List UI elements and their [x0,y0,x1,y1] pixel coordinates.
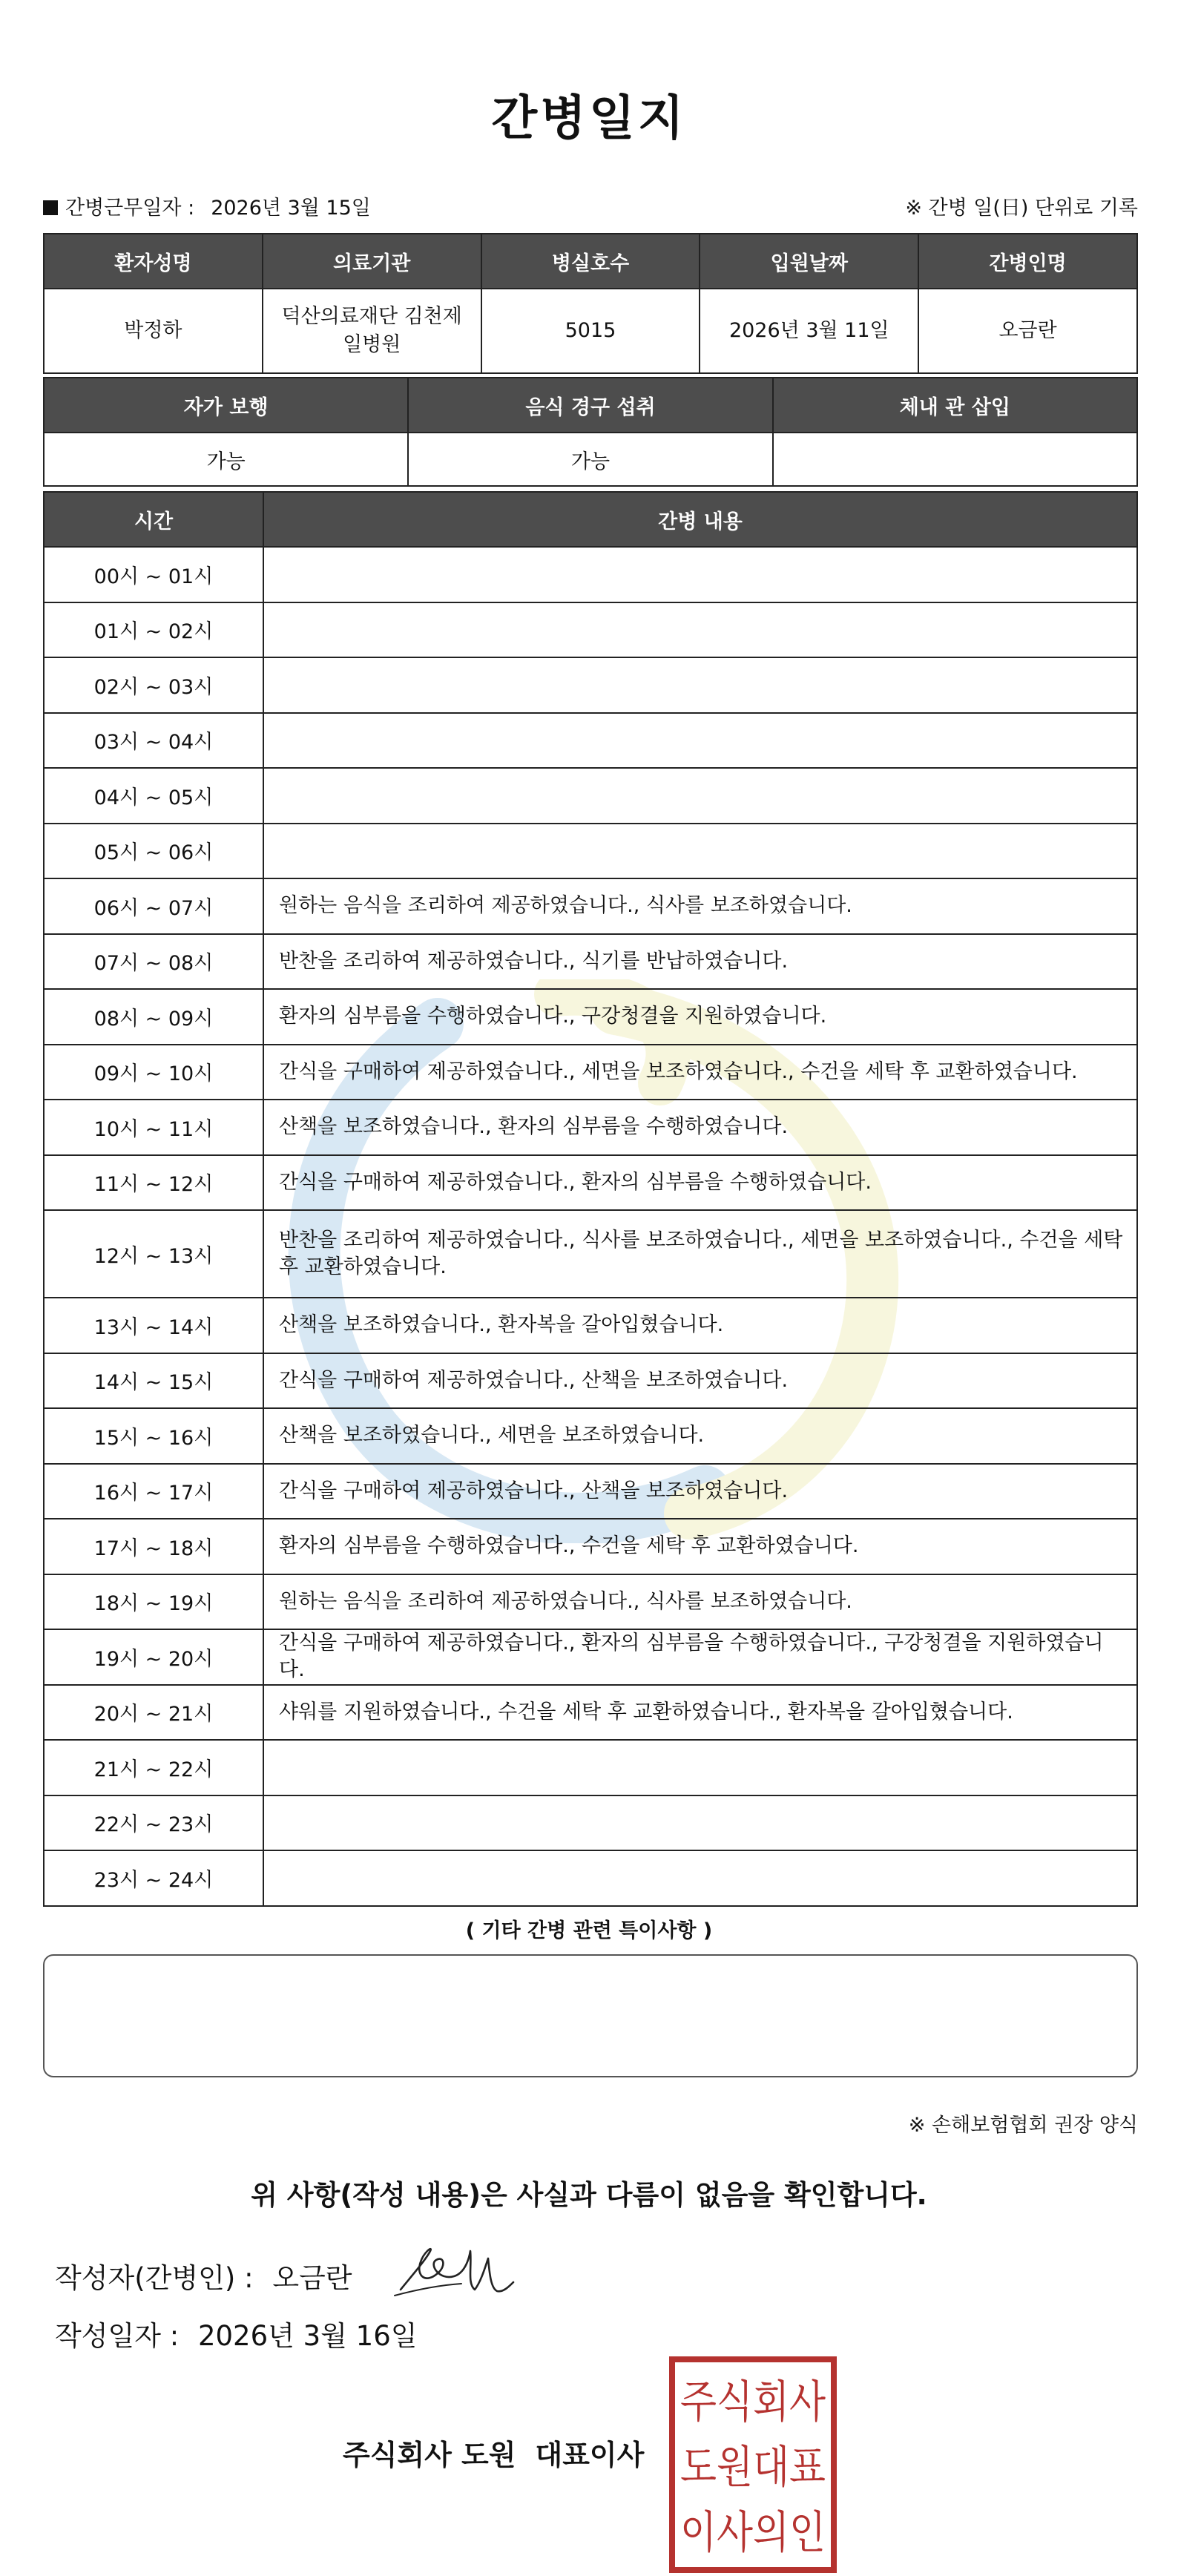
header-admission-date: 입원날짜 [700,234,918,289]
admission-date: 2026년 3월 11일 [700,289,918,373]
header-room: 병실호수 [481,234,700,289]
table-row [44,1519,1137,1574]
content-cell: 산책을 보조하였습니다., 환자의 심부름을 수행하였습니다. [263,1100,1137,1155]
table-row [44,768,1137,824]
time-cell: 09시 ~ 10시 [44,1045,263,1100]
header-institution: 의료기관 [263,234,481,289]
table-row [44,934,1137,990]
writer-line [55,2255,352,2296]
content-cell: 간식을 구매하여 제공하였습니다., 산책을 보조하였습니다. [263,1353,1137,1409]
content-cell: 환자의 심부름을 수행하였습니다., 구강청결을 지원하였습니다. [263,989,1137,1045]
time-cell: 22시 ~ 23시 [44,1795,263,1851]
table-row [44,1210,1137,1298]
content-cell: 반찬을 조리하여 제공하였습니다., 식사를 보조하였습니다., 세면을 보조하였습니다., 수건을 세탁 후 교환하였습니다. [263,1210,1137,1298]
content-cell [263,824,1137,879]
time-cell: 15시 ~ 16시 [44,1408,263,1464]
content-cell [263,768,1137,824]
svg-text:도원대표: 도원대표 [680,2442,826,2494]
content-cell: 간식을 구매하여 제공하였습니다., 세면을 보조하였습니다., 수건을 세탁 후 교환하였습니다. [263,1045,1137,1100]
black-square-icon [43,200,58,215]
caregiver-name: 오금란 [918,289,1137,373]
company-name: 주식회사 도원 [343,2439,516,2471]
content-cell [263,547,1137,602]
work-date-line [43,191,371,220]
content-cell: 반찬을 조리하여 제공하였습니다., 식기를 반납하였습니다. [263,934,1137,990]
work-date-label: 간병근무일자 [65,197,182,220]
header-self-walking: 자가 보행 [44,378,408,433]
table-row [44,1155,1137,1211]
content-cell: 간식을 구매하여 제공하였습니다., 산책을 보조하였습니다. [263,1464,1137,1519]
institution-line-2: 일병원 [343,333,401,356]
header-oral-intake: 음식 경구 섭취 [408,378,772,433]
care-log-table [43,491,1138,1907]
patient-name: 박정하 [44,289,263,373]
self-walking-value: 가능 [44,433,408,486]
document-title: 간병일지 [491,91,687,146]
work-date-value: 2026년 3월 15일 [211,197,371,220]
content-cell [263,602,1137,658]
notes-box [43,1954,1138,2077]
table-row [44,657,1137,713]
content-cell [263,1850,1137,1906]
tube-insertion-value [773,433,1137,486]
handwritten-signature [387,2238,521,2304]
table-row [44,878,1137,934]
notes-title: ( 기타 간병 관련 특이사항 ) [465,1919,713,1942]
time-cell: 10시 ~ 11시 [44,1100,263,1155]
table-row [44,1100,1137,1155]
time-cell: 23시 ~ 24시 [44,1850,263,1906]
table-row [44,1408,1137,1464]
svg-text:이사의인: 이사의인 [680,2507,826,2559]
content-cell: 간식을 구매하여 제공하였습니다., 환자의 심부름을 수행하였습니다., 구강청결을 지원하였습니다. [263,1629,1137,1685]
recommend-note: ※ 손해보험협회 권장 양식 [908,2114,1138,2137]
time-cell: 12시 ~ 13시 [44,1210,263,1298]
ceo-title: 대표이사 [535,2439,645,2471]
table-row [44,1685,1137,1741]
time-cell: 16시 ~ 17시 [44,1464,263,1519]
content-cell: 산책을 보조하였습니다., 세면을 보조하였습니다. [263,1408,1137,1464]
table-row [44,713,1137,769]
writer-name: 오금란 [272,2262,352,2294]
room-number: 5015 [481,289,700,373]
institution [263,289,481,373]
patient-status-table [43,377,1138,487]
time-cell: 14시 ~ 15시 [44,1353,263,1409]
time-cell: 21시 ~ 22시 [44,1740,263,1795]
table-row [44,1353,1137,1409]
content-cell: 원하는 음식을 조리하여 제공하였습니다., 식사를 보조하였습니다. [263,1574,1137,1630]
time-cell: 02시 ~ 03시 [44,657,263,713]
written-date-line [55,2313,418,2353]
time-cell: 20시 ~ 21시 [44,1685,263,1741]
table-row [44,989,1137,1045]
header-care-content: 간병 내용 [263,492,1137,547]
content-cell: 원하는 음식을 조리하여 제공하였습니다., 식사를 보조하였습니다. [263,878,1137,934]
table-row [44,1045,1137,1100]
table-row [44,1850,1137,1906]
content-cell: 산책을 보조하였습니다., 환자복을 갈아입혔습니다. [263,1298,1137,1353]
time-cell: 13시 ~ 14시 [44,1298,263,1353]
time-cell: 03시 ~ 04시 [44,713,263,769]
oral-intake-value: 가능 [408,433,772,486]
time-cell: 18시 ~ 19시 [44,1574,263,1630]
table-row [44,1795,1137,1851]
table-row [44,824,1137,879]
time-cell: 01시 ~ 02시 [44,602,263,658]
company-seal [669,2356,837,2573]
table-row [44,1629,1137,1685]
header-time: 시간 [44,492,263,547]
svg-text:주식회사: 주식회사 [680,2376,826,2428]
content-cell: 환자의 심부름을 수행하였습니다., 수건을 세탁 후 교환하였습니다. [263,1519,1137,1574]
time-cell: 00시 ~ 01시 [44,547,263,602]
time-cell: 11시 ~ 12시 [44,1155,263,1211]
writer-label: 작성자(간병인) : [55,2262,254,2294]
table-row [44,1574,1137,1630]
time-cell: 04시 ~ 05시 [44,768,263,824]
content-cell [263,713,1137,769]
time-cell: 05시 ~ 06시 [44,824,263,879]
time-cell: 17시 ~ 18시 [44,1519,263,1574]
content-cell: 샤워를 지원하였습니다., 수건을 세탁 후 교환하였습니다., 환자복을 갈아입혔습니다. [263,1685,1137,1741]
header-patient-name: 환자성명 [44,234,263,289]
table-row [44,547,1137,602]
content-cell: 간식을 구매하여 제공하였습니다., 환자의 심부름을 수행하였습니다. [263,1155,1137,1211]
table-row [44,1464,1137,1519]
table-row [44,1298,1137,1353]
institution-line-1: 덕산의료재단 김천제 [281,305,462,328]
content-cell [263,1740,1137,1795]
content-cell [263,657,1137,713]
content-cell [263,1795,1137,1851]
time-cell: 19시 ~ 20시 [44,1629,263,1685]
written-date-label: 작성일자 : [55,2320,180,2352]
written-date-value: 2026년 3월 16일 [197,2320,418,2352]
time-cell: 08시 ~ 09시 [44,989,263,1045]
table-row [44,1740,1137,1795]
header-tube-insertion: 체내 관 삽입 [773,378,1137,433]
confirmation-statement: 위 사항(작성 내용)은 사실과 다름이 없음을 확인합니다. [251,2179,927,2211]
patient-info-table [43,233,1138,374]
company-signature-line [343,2432,644,2473]
time-cell: 07시 ~ 08시 [44,934,263,990]
work-date-separator: : [188,197,195,220]
header-caregiver: 간병인명 [918,234,1137,289]
time-cell: 06시 ~ 07시 [44,878,263,934]
unit-note: ※ 간병 일(日) 단위로 기록 [905,197,1138,220]
table-row [44,602,1137,658]
